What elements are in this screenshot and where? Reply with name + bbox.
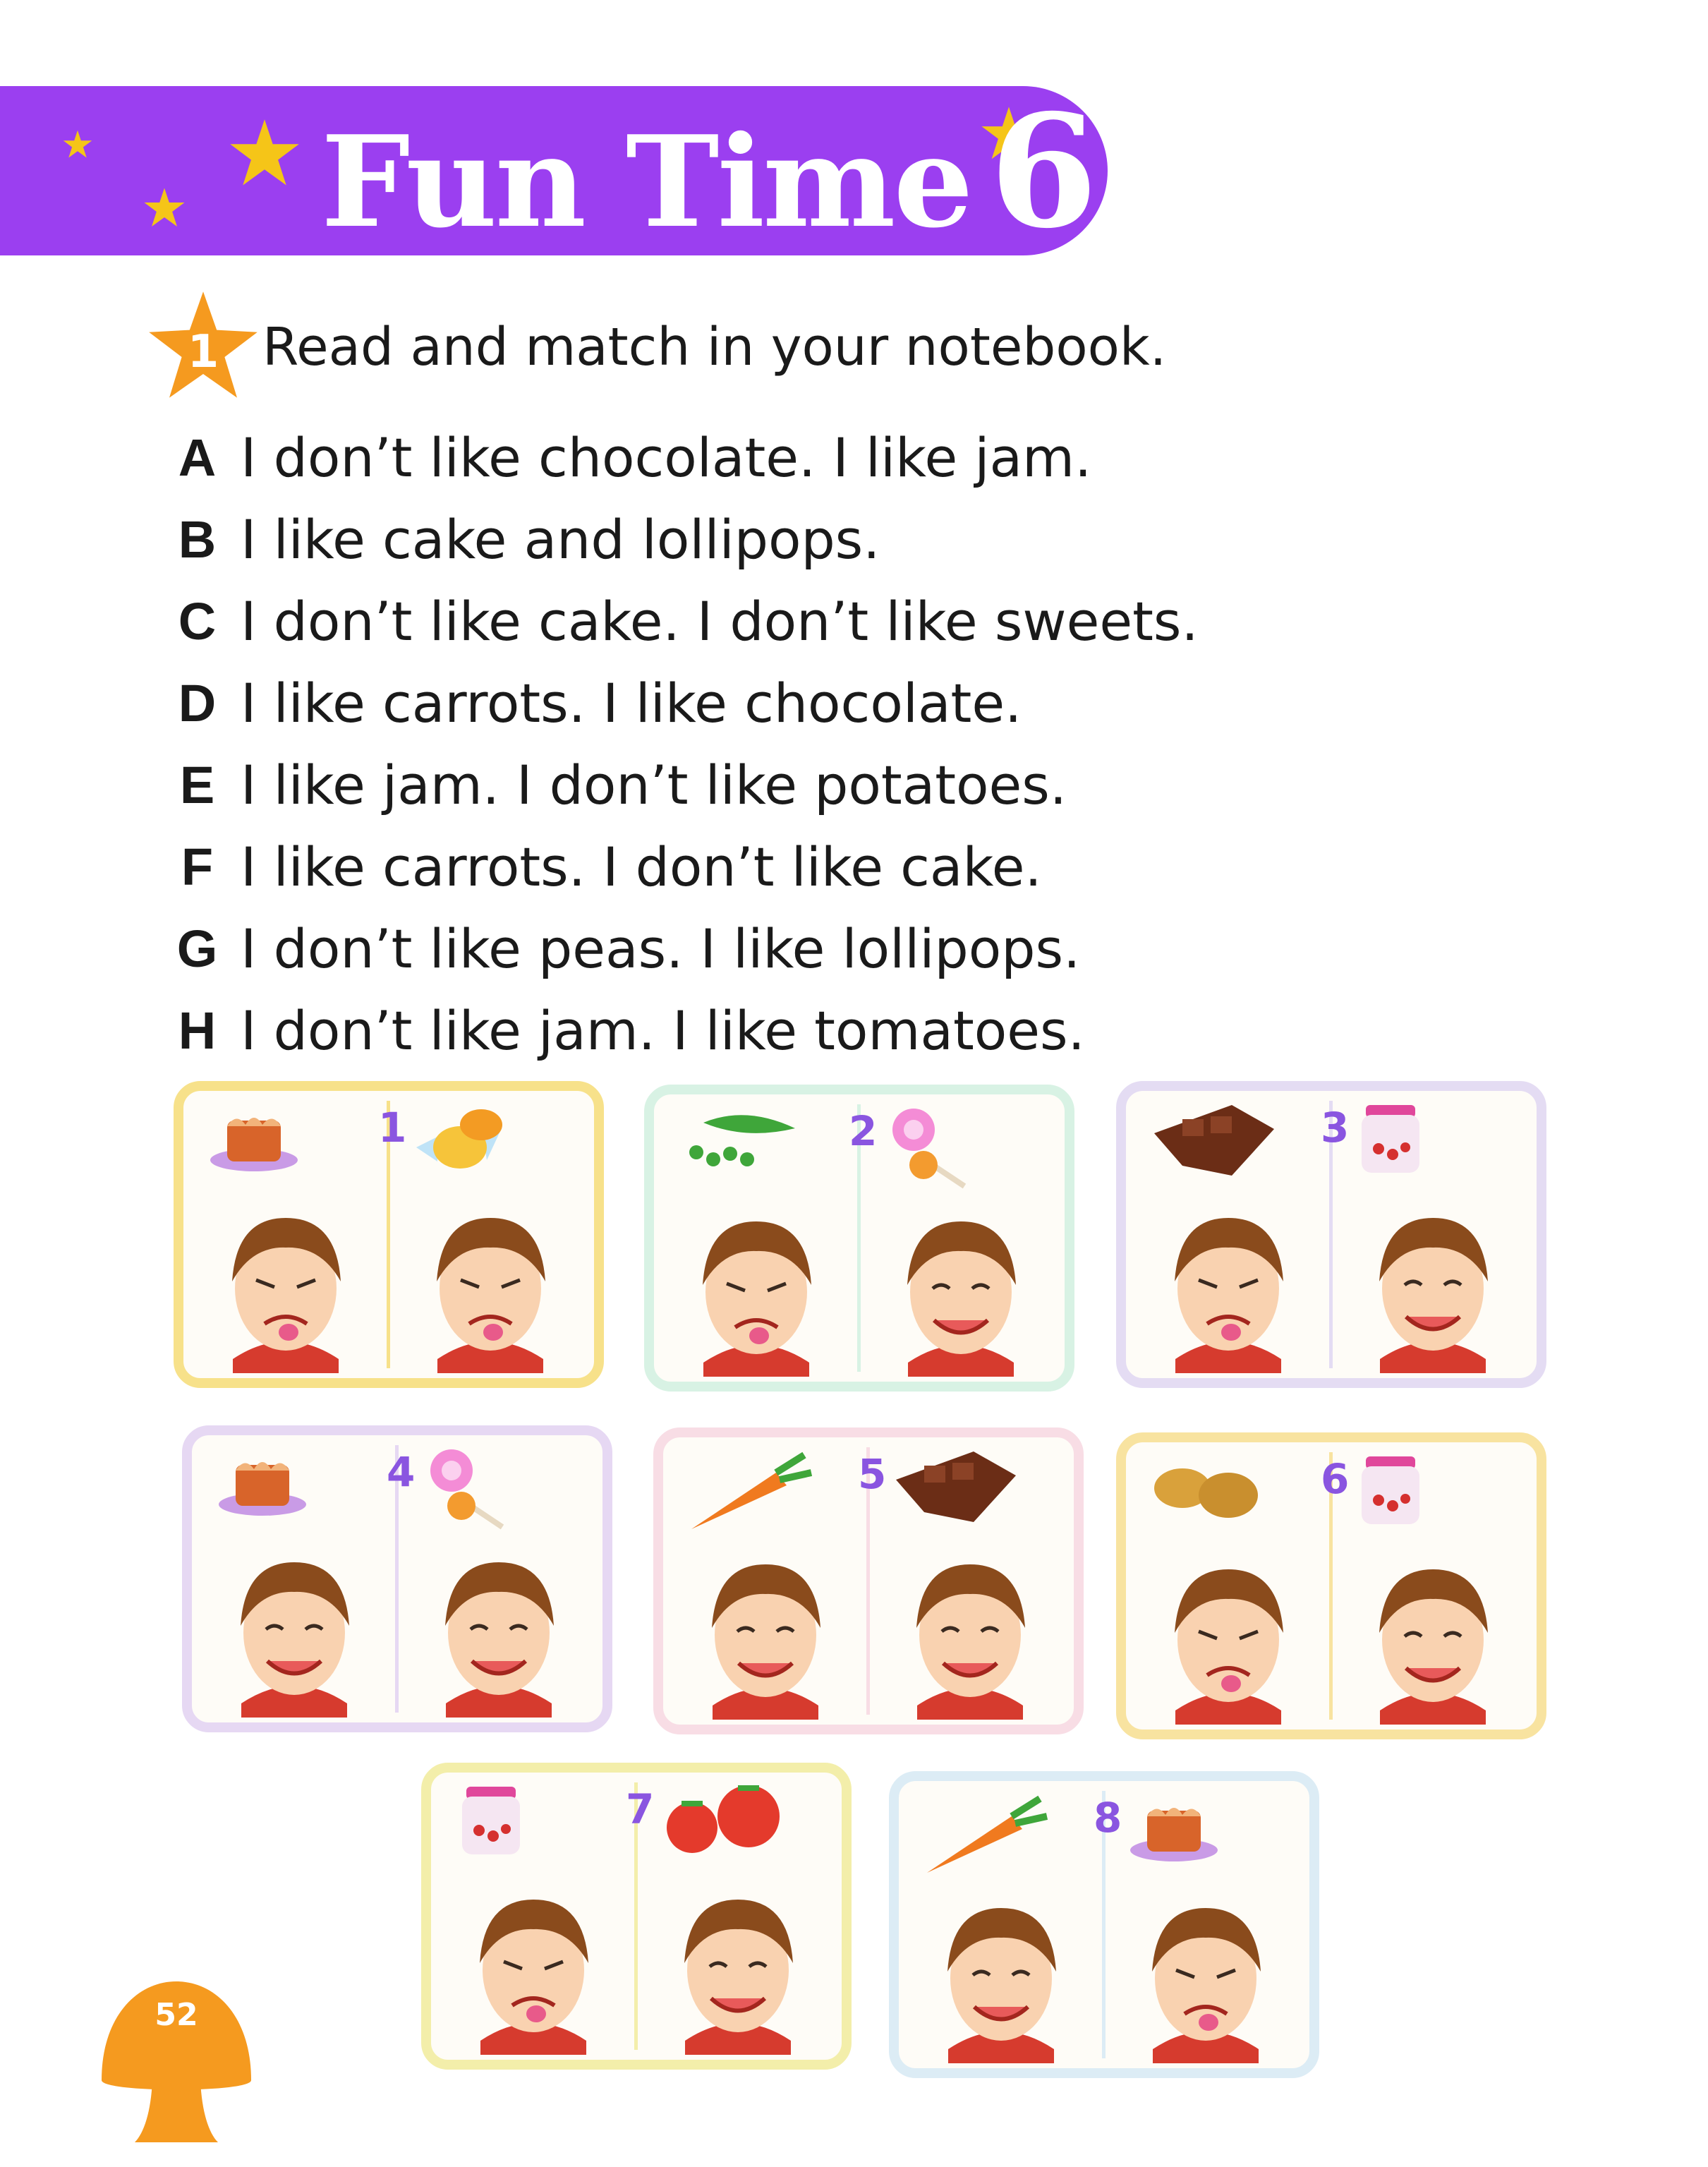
happy-face-icon: [684, 1900, 793, 2055]
card-number: 3: [1321, 1104, 1350, 1152]
picture-card: [889, 1771, 1319, 2078]
sentence-a: [164, 416, 1199, 498]
picture-card: [1116, 1081, 1546, 1388]
peas-icon: [689, 1115, 795, 1166]
sentence-text: I don’t like chocolate. I like jam.: [241, 425, 1092, 489]
sentence-letter: D: [178, 673, 217, 732]
sentence-letter: E: [179, 755, 215, 814]
disgusted-face-icon: [437, 1218, 545, 1373]
sentence-c: [164, 580, 1199, 662]
sentence-b: [164, 498, 1199, 580]
happy-face-icon: [241, 1562, 349, 1718]
carrot-icon: [691, 1455, 811, 1529]
card-number: 2: [849, 1107, 878, 1155]
sentence-f: [164, 826, 1199, 907]
cake-icon: [219, 1462, 306, 1516]
sentence-text: I like cake and lollipops.: [241, 507, 880, 571]
disgusted-face-icon: [480, 1900, 588, 2055]
sentence-letter: A: [178, 428, 217, 487]
sentence-letter: G: [176, 919, 218, 978]
sentence-letter: B: [178, 509, 217, 569]
sentence-text: I don’t like jam. I like tomatoes.: [241, 998, 1085, 1062]
disgusted-face-icon: [703, 1221, 811, 1377]
card-number: 8: [1094, 1794, 1122, 1842]
disgusted-face-icon: [1175, 1569, 1283, 1725]
disgusted-face-icon: [232, 1218, 341, 1373]
page-number: 52: [155, 1997, 198, 2033]
jam-icon: [462, 1787, 520, 1854]
happy-face-icon: [947, 1908, 1056, 2063]
card-number: 6: [1321, 1455, 1350, 1503]
picture-card: [421, 1763, 852, 2070]
sentence-list: [164, 416, 1199, 1071]
sentence-e: [164, 744, 1199, 826]
happy-face-icon: [445, 1562, 554, 1718]
happy-face-icon: [712, 1564, 820, 1720]
tomato-icon: [667, 1785, 780, 1853]
card-number: 7: [626, 1785, 655, 1833]
sentence-text: I like carrots. I don’t like cake.: [241, 835, 1042, 898]
picture-card: [653, 1427, 1084, 1734]
page-title: [321, 80, 1096, 262]
disgusted-face-icon: [1152, 1908, 1261, 2063]
star-icon: [62, 129, 93, 160]
lollipop-icon: [430, 1449, 502, 1527]
sentence-text: I like carrots. I like chocolate.: [241, 671, 1022, 735]
chocolate-icon: [1154, 1105, 1274, 1176]
star-icon: [227, 116, 302, 191]
sentence-letter: H: [178, 1001, 217, 1060]
sentence-g: [164, 907, 1199, 989]
jam-icon: [1362, 1105, 1419, 1173]
picture-card: [174, 1081, 604, 1388]
happy-face-icon: [916, 1564, 1025, 1720]
happy-face-icon: [907, 1221, 1016, 1377]
lollipop-icon: [892, 1109, 964, 1186]
happy-face-icon: [1379, 1218, 1488, 1373]
picture-card: [1116, 1432, 1546, 1739]
sweet-icon: [416, 1109, 502, 1169]
disgusted-face-icon: [1175, 1218, 1283, 1373]
chocolate-icon: [896, 1451, 1016, 1522]
jam-icon: [1362, 1456, 1419, 1524]
picture-card: [644, 1085, 1074, 1392]
happy-face-icon: [1379, 1569, 1488, 1725]
cake-icon: [210, 1118, 298, 1171]
picture-card: [182, 1425, 612, 1732]
card-number: 4: [387, 1448, 416, 1496]
star-icon: [143, 186, 186, 230]
card-number: 1: [378, 1104, 407, 1152]
sentence-d: [164, 662, 1199, 744]
sentence-letter: C: [178, 591, 217, 651]
sentence-text: I don’t like peas. I like lollipops.: [241, 917, 1081, 980]
carrot-icon: [927, 1799, 1047, 1873]
exercise-number: 1: [187, 326, 219, 378]
card-number: 5: [858, 1450, 887, 1498]
potato-icon: [1154, 1468, 1258, 1518]
sentence-letter: F: [181, 837, 214, 896]
sentence-text: I don’t like cake. I don’t like sweets.: [241, 589, 1199, 653]
exercise-instruction: Read and match in your notebook.: [262, 317, 1167, 378]
title-text: Fun Time: [321, 108, 971, 255]
sentence-text: I like jam. I don’t like potatoes.: [241, 753, 1067, 816]
title-number: 6: [989, 80, 1096, 262]
sentence-h: [164, 989, 1199, 1071]
cake-icon: [1130, 1808, 1218, 1861]
